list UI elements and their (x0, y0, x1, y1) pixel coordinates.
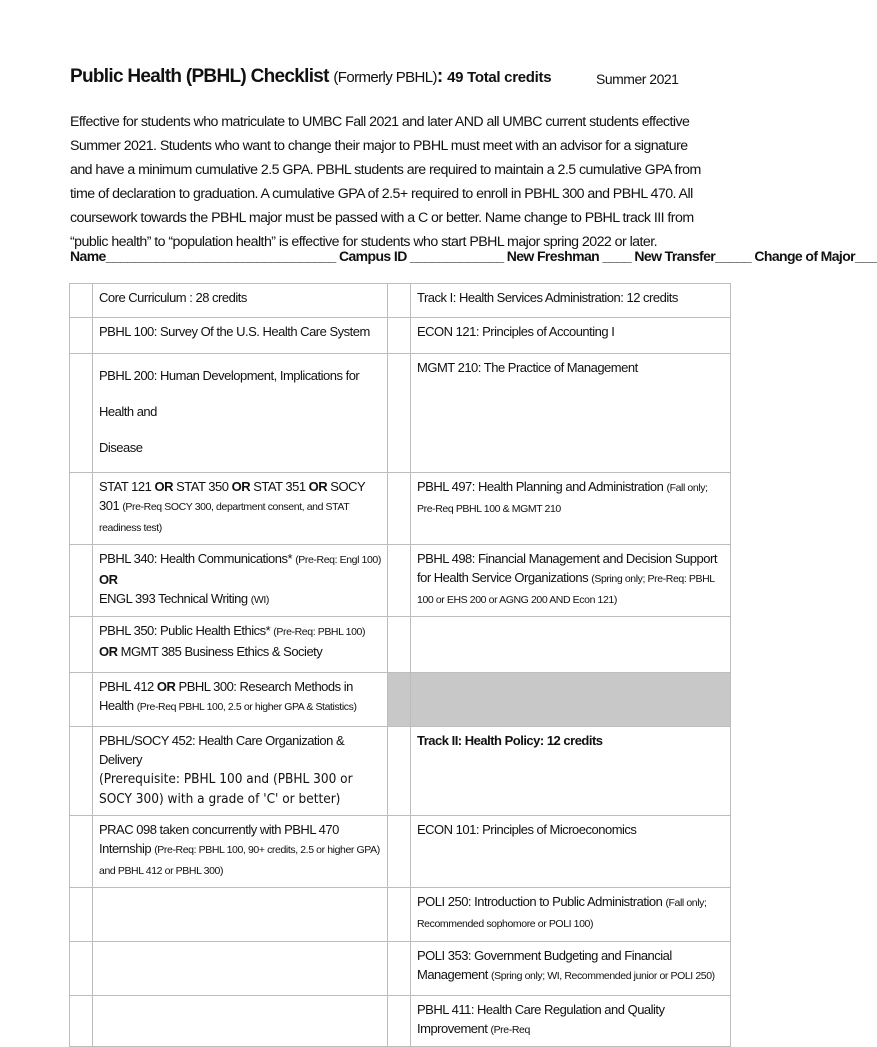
checkbox-cell[interactable] (388, 816, 411, 888)
checkbox-cell[interactable] (388, 617, 411, 673)
course-cell: POLI 250: Introduction to Public Administration (Fall only; Recommended sophomore or POLI 100) (411, 888, 731, 942)
checkbox-cell[interactable] (70, 727, 93, 816)
checkbox-cell[interactable] (388, 942, 411, 996)
course-cell: PBHL 340: Health Communications* (Pre-Req: Engl 100) OR ENGL 393 Technical Writing (WI) (93, 545, 388, 617)
section-heading-track2: Track II: Health Policy: 12 credits (411, 727, 731, 816)
table-row (70, 727, 731, 816)
checkbox-cell[interactable] (70, 617, 93, 673)
table-row (70, 942, 731, 996)
table-row (70, 617, 731, 673)
intro-paragraph: Effective for students who matriculate to UMBC Fall 2021 and later AND all UMBC current students effective Summer 2021. Students who want to change their major to PBHL must meet with an advisor for a signature and have a minimum cumulative 2.5 GPA. PBHL students are required to maintain a 2.5 cumulative GPA from time of declaration to graduation. A cumulative GPA of 2.5+ required to enroll in PBHL 300 and PBHL 470. All coursework towards the PBHL major must be passed with a C or better. Name change to PBHL track III from “public health” to “population health” is effective for students who start PBHL major spring 2022 or later. (70, 114, 701, 250)
empty-cell (93, 888, 388, 942)
table-row (70, 673, 731, 727)
checkbox-cell[interactable] (70, 673, 93, 727)
table-row (70, 996, 731, 1047)
course-cell: PRAC 098 taken concurrently with PBHL 470 Internship (Pre-Req: PBHL 100, 90+ credits, 2.5 or higher GPA) and PBHL 412 or PBHL 300) (93, 816, 388, 888)
course-checklist-table (69, 283, 731, 1047)
checkbox-cell[interactable] (388, 545, 411, 617)
empty-cell (93, 996, 388, 1047)
course-cell: PBHL 498: Financial Management and Decision Support for Health Service Organizations (Spring only; Pre-Req: PBHL 100 or EHS 200 or AGNG 200 AND Econ 121) (411, 545, 731, 617)
checkbox-cell[interactable] (388, 318, 411, 354)
course-cell: PBHL 100: Survey Of the U.S. Health Care System (93, 318, 388, 354)
checkbox-cell[interactable] (70, 545, 93, 617)
title-colon: : (436, 66, 443, 87)
course-cell: ECON 121: Principles of Accounting I (411, 318, 731, 354)
shaded-cell (411, 673, 731, 727)
course-cell: PBHL 200: Human Development, Implications for Health and Disease (93, 354, 388, 473)
course-cell: PBHL 411: Health Care Regulation and Quality Improvement (Pre-Req (411, 996, 731, 1047)
table-row (70, 318, 731, 354)
course-cell: ECON 101: Principles of Microeconomics (411, 816, 731, 888)
document-header (70, 66, 710, 94)
checkbox-cell[interactable] (70, 942, 93, 996)
table-row (70, 545, 731, 617)
table-row (70, 888, 731, 942)
course-cell: PBHL/SOCY 452: Health Care Organization & Delivery (Prerequisite: PBHL 100 and (PBHL 300 or SOCY 300) with a grade of 'C' or better) (93, 727, 388, 816)
course-cell: MGMT 210: The Practice of Management (411, 354, 731, 473)
course-cell: PBHL 350: Public Health Ethics* (Pre-Req: PBHL 100) OR MGMT 385 Business Ethics & Society (93, 617, 388, 673)
checkbox-cell[interactable] (388, 354, 411, 473)
checkbox-cell[interactable] (70, 318, 93, 354)
term-label: Summer 2021 (596, 71, 679, 87)
checkbox-cell[interactable] (388, 996, 411, 1047)
course-cell: PBHL 412 OR PBHL 300: Research Methods in Health (Pre-Req PBHL 100, 2.5 or higher GPA & Statistics) (93, 673, 388, 727)
student-info-line: Name________________________________ Campus ID _____________ New Freshman ____ New Transfer_____ Change of Major___ (70, 248, 877, 264)
checkbox-cell[interactable] (388, 473, 411, 545)
checkbox-cell[interactable] (70, 996, 93, 1047)
course-cell: STAT 121 OR STAT 350 OR STAT 351 OR SOCY 301 (Pre-Req SOCY 300, department consent, and STAT readiness test) (93, 473, 388, 545)
checkbox-cell[interactable] (70, 816, 93, 888)
checkbox-cell[interactable] (70, 473, 93, 545)
checkbox-cell[interactable] (388, 727, 411, 816)
checkbox-cell[interactable] (388, 284, 411, 318)
checkbox-cell[interactable] (70, 284, 93, 318)
table-row (70, 473, 731, 545)
course-cell: POLI 353: Government Budgeting and Financial Management (Spring only; WI, Recommended junior or POLI 250) (411, 942, 731, 996)
document-title (70, 66, 551, 88)
table-row (70, 354, 731, 473)
total-credits: 49 Total credits (447, 69, 552, 86)
section-heading-core: Core Curriculum : 28 credits (93, 284, 388, 318)
empty-cell (93, 942, 388, 996)
empty-cell (411, 617, 731, 673)
title-former-name: (Formerly PBHL) (333, 69, 437, 86)
title-main: Public Health (PBHL) Checklist (70, 66, 329, 87)
section-heading-track1: Track I: Health Services Administration: 12 credits (411, 284, 731, 318)
checkbox-cell[interactable] (388, 888, 411, 942)
table-row (70, 284, 731, 318)
checkbox-cell[interactable] (70, 888, 93, 942)
table-row (70, 816, 731, 888)
course-cell: PBHL 497: Health Planning and Administration (Fall only; Pre-Req PBHL 100 & MGMT 210 (411, 473, 731, 545)
checkbox-cell[interactable] (70, 354, 93, 473)
shaded-cell (388, 673, 411, 727)
